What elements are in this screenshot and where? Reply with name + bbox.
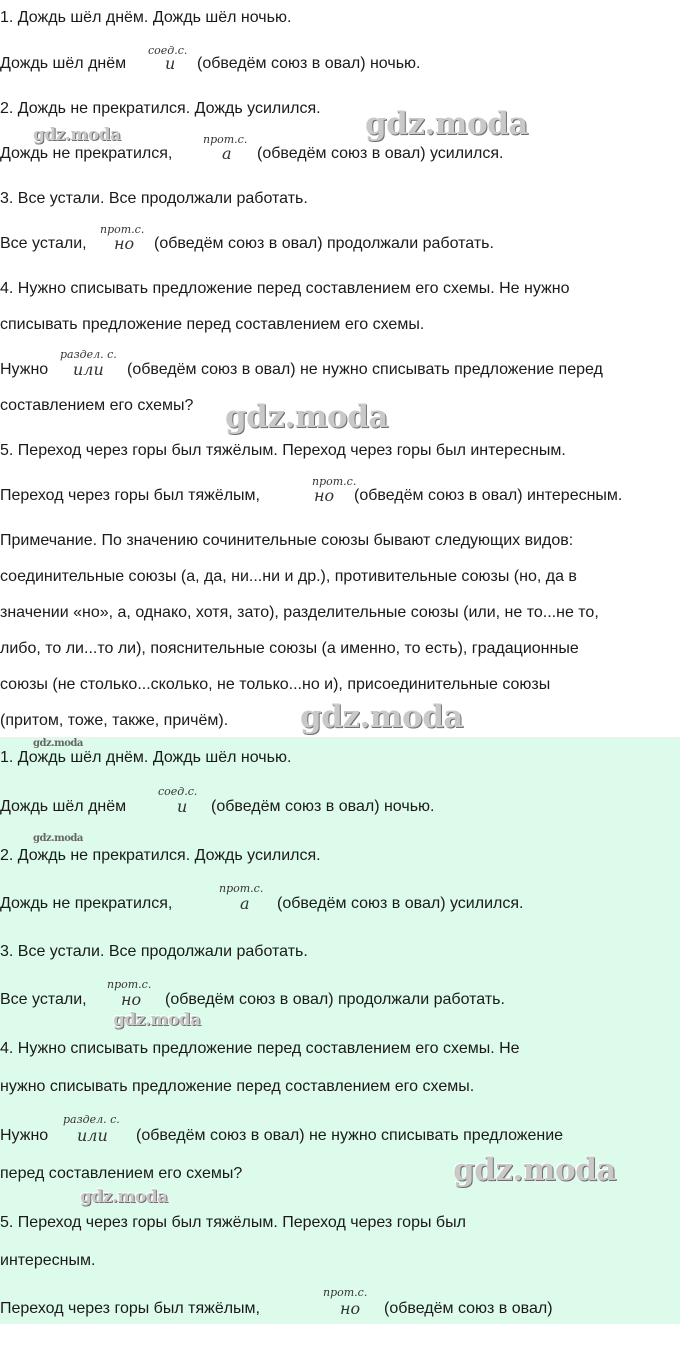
- scheme-4-start: Нужно: [0, 361, 49, 378]
- answer-sentence-1: 1. Дождь шёл днём. Дождь шёл ночью.: [0, 749, 292, 766]
- sentence-4-line-2: списывать предложение перед составлением его схемы.: [0, 316, 425, 333]
- note-line-2: соединительные союзы (а, да, ни...ни и др.), противительные союзы (но, да в: [0, 568, 577, 585]
- conjunction-label: прот.с.: [107, 978, 152, 991]
- watermark: gdz.moda: [225, 399, 388, 435]
- answer-scheme-5-start: Переход через горы был тяжёлым,: [0, 1300, 260, 1317]
- conjunction-label: раздел. с.: [63, 1113, 120, 1126]
- conjunction: но: [114, 234, 135, 253]
- conjunction-label: прот.с.: [312, 475, 357, 488]
- conjunction: но: [121, 990, 142, 1009]
- watermark: gdz.moda: [33, 738, 83, 749]
- answer-sentence-4-line-1: 4. Нужно списывать предложение перед составлением его схемы. Не: [0, 1040, 520, 1057]
- scheme-2-end: (обведём союз в овал) усилился.: [257, 145, 504, 162]
- watermark: gdz.moda: [113, 1010, 201, 1030]
- answer-scheme-4-end: (обведём союз в овал) не нужно списывать предложение: [136, 1127, 564, 1144]
- scheme-4-continued: составлением его схемы?: [0, 397, 194, 414]
- answer-sentence-5-line-1: 5. Переход через горы был тяжёлым. Переход через горы был: [0, 1214, 466, 1231]
- note-line-6: (притом, тоже, также, причём).: [0, 712, 229, 729]
- scheme-2-start: Дождь не прекратился,: [0, 145, 173, 162]
- note-line-1: Примечание. По значению сочинительные союзы бывают следующих видов:: [0, 532, 574, 549]
- conjunction: и: [165, 54, 176, 73]
- scheme-3-start: Все устали,: [0, 235, 87, 252]
- scheme-4-end: (обведём союз в овал) не нужно списывать предложение перед: [127, 361, 603, 378]
- watermark: gdz.moda: [33, 833, 83, 844]
- sentence-4-line-1: 4. Нужно списывать предложение перед составлением его схемы. Не нужно: [0, 280, 570, 297]
- answer-panel: [0, 737, 680, 1324]
- sentence-2: 2. Дождь не прекратился. Дождь усилился.: [0, 100, 321, 117]
- answer-scheme-4-continued: перед составлением его схемы?: [0, 1165, 243, 1182]
- conjunction: или: [73, 360, 104, 379]
- conjunction-label: прот.с.: [203, 133, 248, 146]
- answer-scheme-2-start: Дождь не прекратился,: [0, 895, 173, 912]
- watermark: gdz.moda: [33, 125, 121, 145]
- conjunction-label: соед.с.: [148, 44, 188, 57]
- watermark: gdz.moda: [365, 106, 528, 142]
- answer-scheme-3-start: Все устали,: [0, 991, 87, 1008]
- note-line-3: значении «но», а, однако, хотя, зато), разделительные союзы (или, не то...не то,: [0, 604, 599, 621]
- scheme-1-start: Дождь шёл днём: [0, 55, 127, 72]
- sentence-5: 5. Переход через горы был тяжёлым. Переход через горы был интересным.: [0, 442, 566, 459]
- answer-sentence-5-line-2: интересным.: [0, 1252, 96, 1269]
- conjunction-label: раздел. с.: [60, 348, 117, 361]
- scheme-5-start: Переход через горы был тяжёлым,: [0, 487, 260, 504]
- answer-scheme-4-start: Нужно: [0, 1127, 49, 1144]
- conjunction-label: прот.с.: [323, 1286, 368, 1299]
- scheme-5-end: (обведём союз в овал) интересным.: [354, 487, 623, 504]
- conjunction-label: соед.с.: [158, 785, 198, 798]
- note-line-5: союзы (не столько...сколько, не только...но и), присоединительные союзы: [0, 676, 551, 693]
- watermark: gdz.moda: [80, 1187, 168, 1207]
- conjunction-label: прот.с.: [100, 223, 145, 236]
- sentence-3: 3. Все устали. Все продолжали работать.: [0, 190, 308, 207]
- conjunction: и: [177, 797, 188, 816]
- conjunction-label: прот.с.: [219, 882, 264, 895]
- sentence-1: 1. Дождь шёл днём. Дождь шёл ночью.: [0, 9, 292, 26]
- answer-sentence-4-line-2: нужно списывать предложение перед составлением его схемы.: [0, 1078, 475, 1095]
- conjunction: а: [240, 894, 250, 913]
- answer-scheme-3-end: (обведём союз в овал) продолжали работать.: [165, 991, 505, 1008]
- conjunction: но: [314, 486, 335, 505]
- answer-scheme-2-end: (обведём союз в овал) усилился.: [277, 895, 524, 912]
- scheme-3-end: (обведём союз в овал) продолжали работать.: [154, 235, 494, 252]
- answer-sentence-2: 2. Дождь не прекратился. Дождь усилился.: [0, 847, 321, 864]
- conjunction: а: [222, 144, 232, 163]
- note-line-4: либо, то ли...то ли), пояснительные союзы (а именно, то есть), градационные: [0, 640, 579, 657]
- answer-scheme-5-end: (обведём союз в овал): [384, 1300, 553, 1317]
- conjunction: но: [340, 1299, 361, 1318]
- watermark: gdz.moda: [300, 699, 463, 735]
- answer-scheme-1-start: Дождь шёл днём: [0, 798, 127, 815]
- scheme-1-end: (обведём союз в овал) ночью.: [197, 55, 421, 72]
- watermark: gdz.moda: [453, 1152, 616, 1188]
- answer-scheme-1-end: (обведём союз в овал) ночью.: [211, 798, 435, 815]
- conjunction: или: [77, 1126, 108, 1145]
- answer-sentence-3: 3. Все устали. Все продолжали работать.: [0, 943, 308, 960]
